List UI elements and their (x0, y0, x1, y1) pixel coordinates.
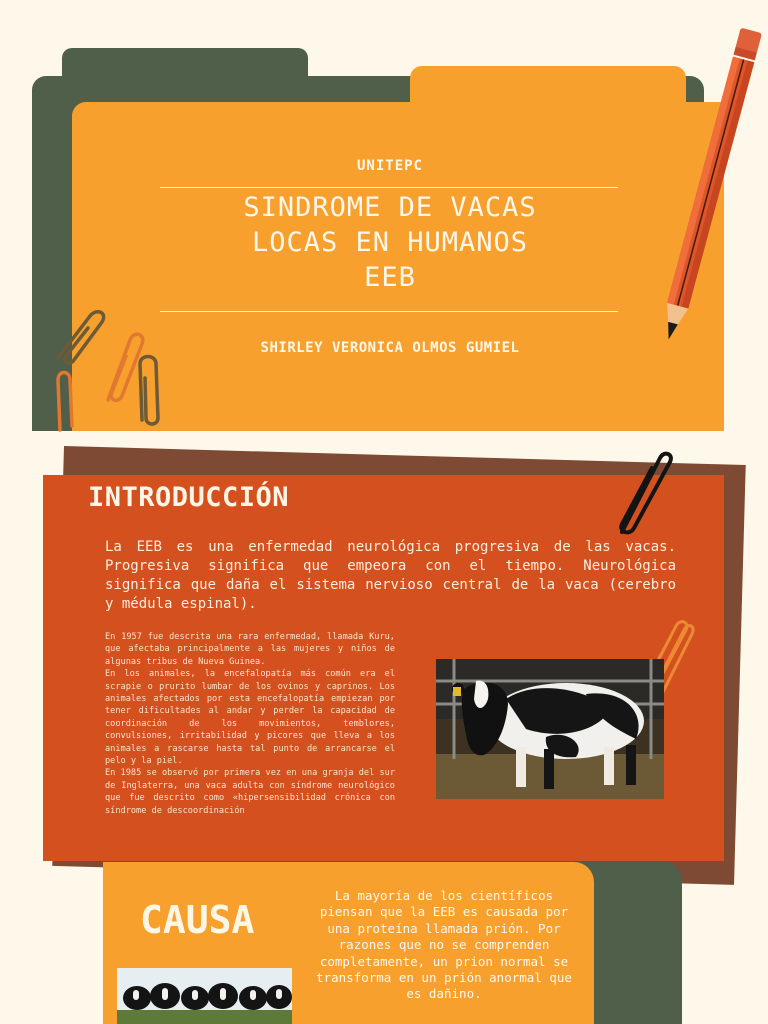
title-divider-bottom (160, 311, 618, 312)
cow-photo (436, 659, 664, 799)
page-title (160, 190, 620, 295)
title-line-1: SINDROME DE VACAS (243, 192, 537, 223)
paperclip-icon (608, 446, 674, 538)
intro-paragraph-3: En 1985 se observó por primera vez en una granja del sur de Inglaterra, una vaca adulta con síndrome neurológico que fue descrito como «hipersensibilidad crónica con síndrome de descoordinación (105, 768, 395, 816)
intro-paragraph-2: En los animales, la encefalopatía más común era el scrapie o prurito lumbar de los ovinos y caprinos. Los animales afectados por esta encefalopatía empiezan por tener dificultades al andar y perder la capacidad de coordinación de los movimientos, temblores, convulsiones, irritabilidad y picores que lleva a los animales a rascarse hasta tal punto de arrancarse el pelo y la piel. (105, 669, 395, 767)
title-line-3: EEB (364, 262, 416, 293)
author-name: SHIRLEY VERONICA OLMOS GUMIEL (260, 340, 520, 356)
intro-history-text (105, 631, 395, 817)
intro-heading: INTRODUCCIÓN (88, 482, 290, 513)
title-divider-top (160, 187, 618, 188)
organization-label: UNITEPC (356, 158, 423, 174)
causa-heading: CAUSA (140, 898, 255, 942)
title-line-2: LOCAS EN HUMANOS (251, 227, 529, 258)
causa-text: La mayoría de los científicos piensan que la EEB es causada por una proteína llamada prión. Por razones que no se comprenden completamente, un prion normal se transforma en un prión anormal que es dañino. (316, 888, 572, 1002)
paperclip-icon (38, 300, 173, 435)
herd-photo (117, 968, 292, 1024)
intro-paragraph-1: En 1957 fue descrita una rara enfermedad, llamada Kuru, que afectaba principalmente a las mujeres y niños de algunas tribus de Nueva Guinea. (105, 632, 395, 667)
pencil-icon (655, 20, 765, 350)
intro-lead-paragraph: La EEB es una enfermedad neurológica progresiva de las vacas. Progresiva significa que empeora con el tiempo. Neurológica significa que daña el sistema nervioso central de la vaca (cerebro y médula espinal). (105, 539, 676, 612)
